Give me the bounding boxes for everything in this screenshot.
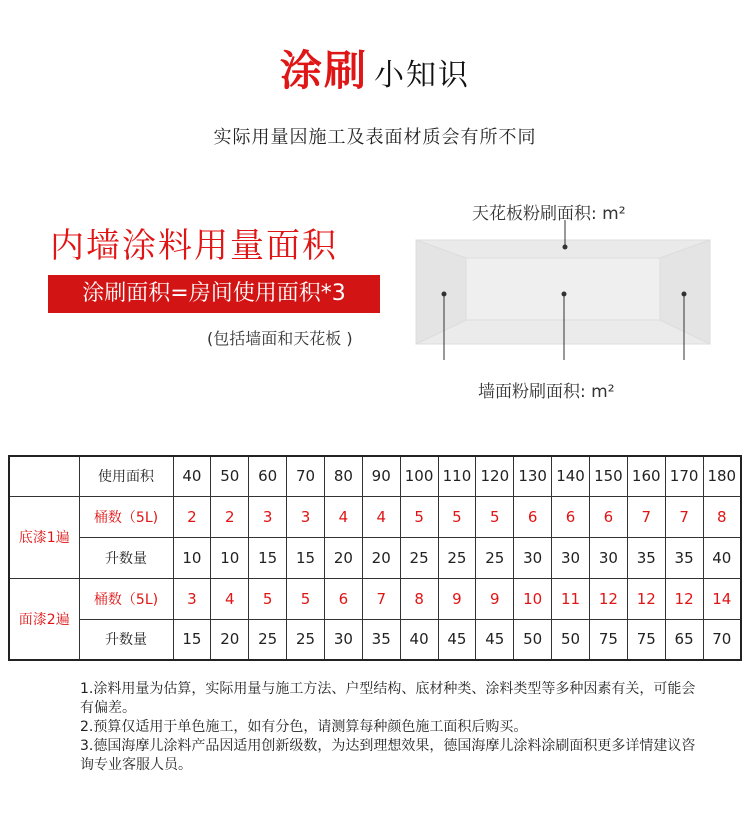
bucket-cell: 8: [703, 496, 741, 537]
liters-cell: 30: [514, 537, 552, 578]
liters-cell: 50: [514, 619, 552, 660]
table-row: [9, 496, 741, 537]
notes: [80, 680, 700, 775]
bucket-cell: 7: [665, 496, 703, 537]
corner-cell: [9, 456, 79, 496]
formula-banner: 涂刷面积=房间使用面积*3: [48, 275, 380, 313]
table-row: [9, 619, 741, 660]
liters-cell: 30: [589, 537, 627, 578]
area-header-cell: 50: [211, 456, 249, 496]
liters-cell: 35: [362, 619, 400, 660]
area-header-cell: 70: [287, 456, 325, 496]
bucket-cell: 3: [287, 496, 325, 537]
note-3: 3.德国海摩儿涂料产品因适用创新级数，为达到理想效果，德国海摩儿涂料涂刷面积更多详情建议咨询专业客服人员。: [80, 738, 696, 773]
bucket-label: 桶数（5L): [79, 578, 173, 619]
liters-cell: 20: [324, 537, 362, 578]
area-header-cell: 140: [552, 456, 590, 496]
note-2: 2.预算仅适用于单色施工，如有分色，请测算每种颜色施工面积后购买。: [80, 719, 528, 735]
liters-cell: 50: [552, 619, 590, 660]
liters-label: 升数量: [79, 537, 173, 578]
liters-cell: 15: [173, 619, 211, 660]
bucket-cell: 7: [627, 496, 665, 537]
page-title: [0, 38, 750, 98]
liters-cell: 20: [362, 537, 400, 578]
liters-cell: 25: [476, 537, 514, 578]
bucket-cell: 9: [438, 578, 476, 619]
liters-cell: 75: [627, 619, 665, 660]
area-header-cell: 180: [703, 456, 741, 496]
liters-cell: 65: [665, 619, 703, 660]
area-header-cell: 130: [514, 456, 552, 496]
bucket-cell: 12: [627, 578, 665, 619]
bucket-cell: 10: [514, 578, 552, 619]
area-heading: 内墙涂料用量面积: [50, 226, 338, 266]
liters-cell: 25: [438, 537, 476, 578]
bucket-cell: 5: [287, 578, 325, 619]
bucket-cell: 3: [249, 496, 287, 537]
table-header-row: [9, 456, 741, 496]
area-header-cell: 80: [324, 456, 362, 496]
title-main: 涂刷: [279, 46, 368, 95]
area-header-cell: 100: [400, 456, 438, 496]
title-sub: 小知识: [374, 58, 470, 93]
liters-cell: 15: [249, 537, 287, 578]
liters-cell: 25: [249, 619, 287, 660]
bucket-cell: 5: [476, 496, 514, 537]
area-header-cell: 120: [476, 456, 514, 496]
area-header-cell: 160: [627, 456, 665, 496]
bucket-cell: 12: [589, 578, 627, 619]
bucket-cell: 12: [665, 578, 703, 619]
liters-cell: 10: [211, 537, 249, 578]
area-header-cell: 170: [665, 456, 703, 496]
liters-cell: 40: [400, 619, 438, 660]
area-header-cell: 90: [362, 456, 400, 496]
liters-cell: 40: [703, 537, 741, 578]
bucket-cell: 6: [514, 496, 552, 537]
paint-usage-table: [8, 455, 742, 661]
bucket-cell: 8: [400, 578, 438, 619]
area-header-label: 使用面积: [79, 456, 173, 496]
bucket-cell: 5: [400, 496, 438, 537]
area-header-cell: 40: [173, 456, 211, 496]
liters-cell: 30: [324, 619, 362, 660]
bucket-cell: 6: [589, 496, 627, 537]
area-header-cell: 150: [589, 456, 627, 496]
table-row: [9, 537, 741, 578]
liters-cell: 45: [438, 619, 476, 660]
table-row: [9, 578, 741, 619]
liters-cell: 25: [287, 619, 325, 660]
bucket-cell: 5: [249, 578, 287, 619]
area-header-cell: 60: [249, 456, 287, 496]
bucket-cell: 11: [552, 578, 590, 619]
wall-area-label: 墙面粉刷面积: m²: [478, 382, 615, 402]
liters-cell: 10: [173, 537, 211, 578]
bucket-cell: 6: [552, 496, 590, 537]
bucket-cell: 9: [476, 578, 514, 619]
liters-cell: 30: [552, 537, 590, 578]
bucket-cell: 3: [173, 578, 211, 619]
bucket-cell: 7: [362, 578, 400, 619]
liters-cell: 35: [665, 537, 703, 578]
bucket-cell: 4: [211, 578, 249, 619]
bucket-cell: 4: [324, 496, 362, 537]
bucket-cell: 5: [438, 496, 476, 537]
area-header-cell: 110: [438, 456, 476, 496]
bucket-cell: 6: [324, 578, 362, 619]
liters-cell: 45: [476, 619, 514, 660]
liters-cell: 25: [400, 537, 438, 578]
liters-label: 升数量: [79, 619, 173, 660]
liters-cell: 75: [589, 619, 627, 660]
ceiling-area-label: 天花板粉刷面积: m²: [472, 204, 626, 224]
bucket-cell: 2: [211, 496, 249, 537]
liters-cell: 35: [627, 537, 665, 578]
liters-cell: 20: [211, 619, 249, 660]
coat-name: 面漆2遍: [9, 578, 79, 660]
bucket-label: 桶数（5L): [79, 496, 173, 537]
liters-cell: 70: [703, 619, 741, 660]
liters-cell: 15: [287, 537, 325, 578]
bucket-cell: 14: [703, 578, 741, 619]
note-1: 1.涂料用量为估算，实际用量与施工方法、户型结构、底材种类、涂料类型等多种因素有关，可能会有偏差。: [80, 681, 696, 716]
formula-note: (包括墙面和天花板 ): [207, 329, 353, 348]
coat-name: 底漆1遍: [9, 496, 79, 578]
subtitle: 实际用量因施工及表面材质会有所不同: [213, 127, 537, 148]
bucket-cell: 2: [173, 496, 211, 537]
bucket-cell: 4: [362, 496, 400, 537]
